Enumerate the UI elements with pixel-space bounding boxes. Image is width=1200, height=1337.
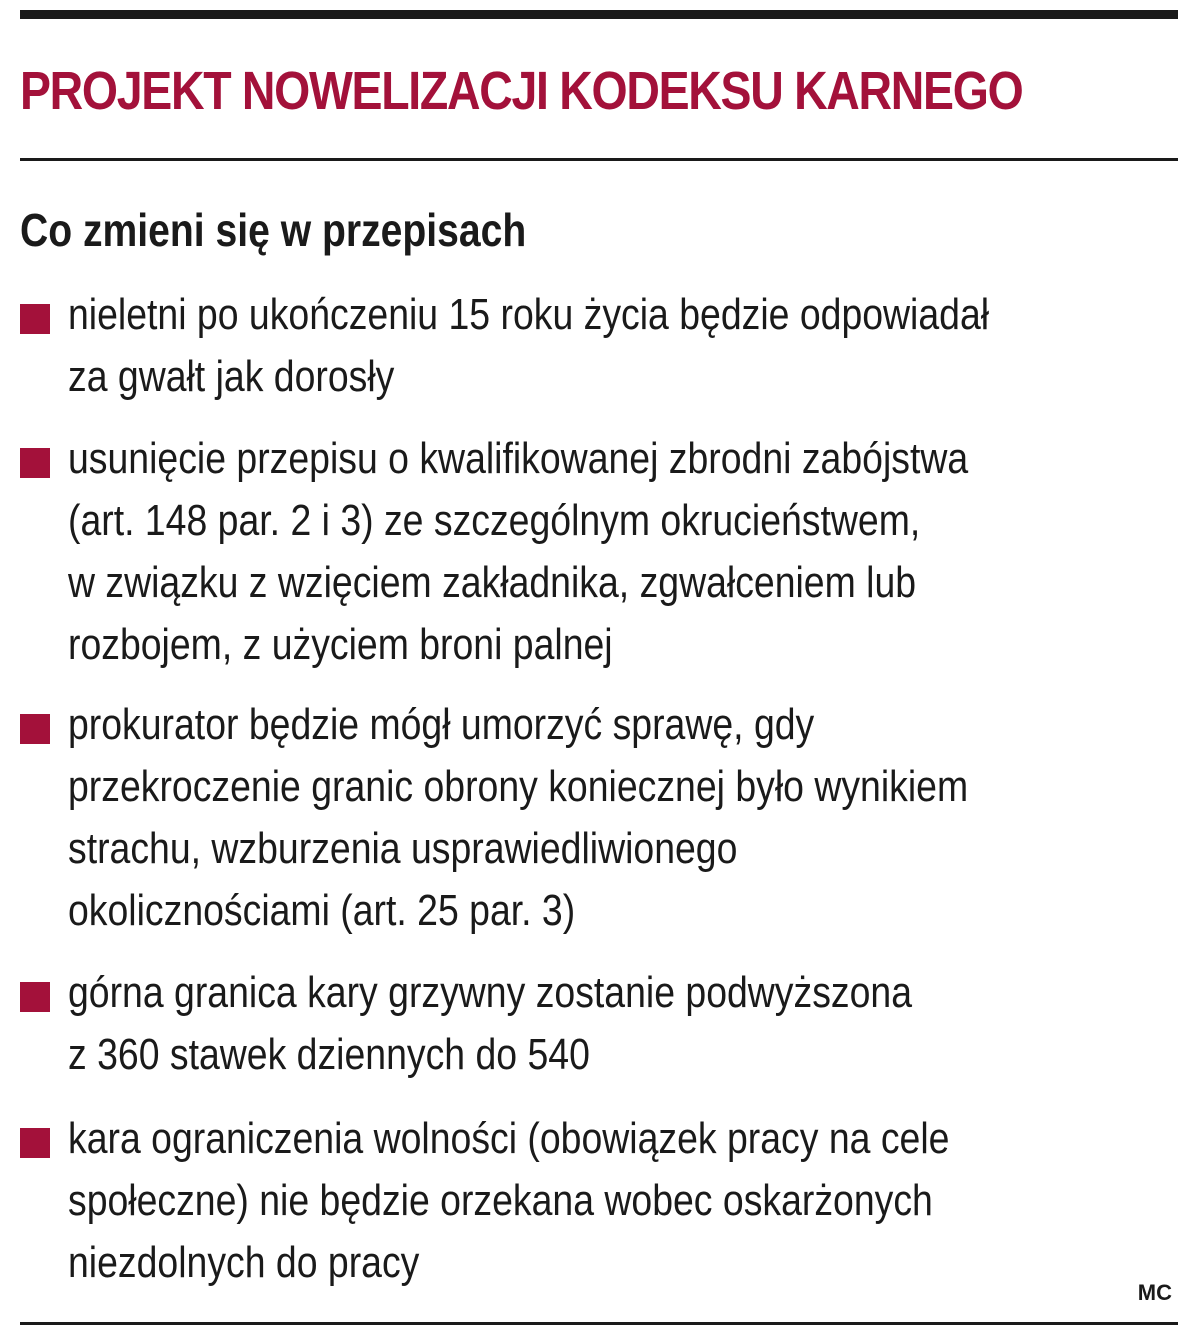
square-bullet-icon [20,1128,50,1158]
page-title: PROJEKT NOWELIZACJI KODEKSU KARNEGO [20,61,1023,121]
top-rule [20,10,1178,19]
square-bullet-icon [20,448,50,478]
square-bullet-icon [20,304,50,334]
list-item-text: prokurator będzie mógł umorzyć sprawę, gdy przekroczenie granic obrony koniecznej było wynikiem strachu, wzburzenia usprawiedliwionego okolicznościami (art. 25 par. 3) [68,700,969,935]
title-divider [20,158,1178,161]
bottom-rule [20,1322,1178,1325]
infobox [20,0,1178,1337]
list-item-text: usunięcie przepisu o kwalifikowanej zbrodni zabójstwa (art. 148 par. 2 i 3) ze szczególnym okrucieństwem, w związku z wzięciem zakładnika, zgwałceniem lub rozbojem, z użyciem broni palnej [68,434,969,669]
section-subtitle: Co zmieni się w przepisach [20,204,527,256]
author-credit: MC [1137,1280,1172,1305]
list-item-text: górna granica kary grzywny zostanie podwyższona z 360 stawek dziennych do 540 [68,968,913,1079]
square-bullet-icon [20,714,50,744]
square-bullet-icon [20,982,50,1012]
list-item-text: kara ograniczenia wolności (obowiązek pracy na cele społeczne) nie będzie orzekana wobec oskarżonych niezdolnych do pracy [68,1114,950,1287]
list-item-text: nieletni po ukończeniu 15 roku życia będzie odpowiadał za gwałt jak dorosły [68,290,990,401]
